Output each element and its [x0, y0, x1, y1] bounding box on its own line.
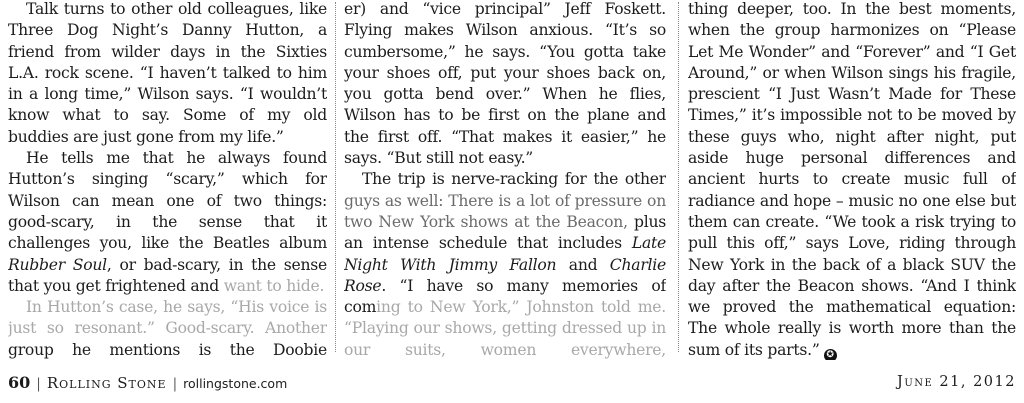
paragraph — [8, 0, 327, 148]
article-column-1 — [8, 0, 327, 360]
faded-text: guys as well: There is a lot of pressure on two New York shows at the Beacon, — [344, 191, 666, 231]
paragraph-text: group he mentions is the Doobie — [8, 340, 327, 359]
footer-separator: | — [36, 375, 41, 392]
paragraph — [8, 148, 327, 297]
page-number: 60 — [8, 372, 31, 392]
faded-text: ing to New York,” Johnston told me. “Playing our shows, getting dressed up in our suits, women everywhere, — [344, 298, 666, 359]
show-title: Charlie Rose — [344, 255, 666, 295]
paragraph-text: plus an intense schedule that includes — [344, 212, 666, 253]
paragraph — [688, 0, 1016, 360]
paragraph — [344, 0, 666, 169]
paragraph-text: He tells me that he always found Hutton’s singing “scary,” which for Wilson can mean one of two things: good-scary, in the sense that it challenges you, like the Beatles album — [8, 149, 327, 253]
article-column-2 — [344, 0, 666, 360]
footer-left — [8, 373, 287, 392]
footer-separator: | — [172, 375, 178, 392]
end-mark-icon: ✪ — [824, 349, 837, 360]
paragraph-text: and — [556, 255, 610, 274]
magazine-name: Rolling Stone — [46, 373, 167, 392]
paragraph-text: er) and “vice principal” Jeff Foskett. Flying makes Wilson anxious. “It’s so cumbersome,” he says. “You gotta take your shoes off, put your shoes back on, you gotta bend over.” When he flies, Wilson has to be first on the plane and the first off. “That makes it easier,” he says. “But still not easy.” — [344, 0, 666, 168]
column-divider — [335, 2, 336, 352]
paragraph-text: The trip is nerve-racking for the other — [362, 170, 666, 189]
issue-date: June 21, 2012 — [897, 374, 1016, 390]
show-title: Late Night With Jimmy Fallon — [344, 234, 666, 274]
magazine-url: rollingstone.com — [183, 375, 288, 391]
paragraph-text: . “I have so many memories of com — [344, 276, 666, 317]
faded-text: In Hutton’s case, he says, “His voice is just so resonant.” Good-scary. Another — [8, 298, 327, 338]
column-divider — [678, 2, 679, 352]
paragraph-text: thing deeper, too. In the best moments, when the group harmonizes on “Please Let Me Wonder” and “Forever” and “I Get Around,” or when Wilson sings his fragile, prescient “I Just Wasn’t Made for These Times,” it’s impossible not to be moved by these guys who, night after night, put aside huge personal differences and ancient hurts to create music full of radiance and hope – music no one else but them can create. “We took a risk trying to pull this off,” says Love, riding through New York in the back of a black SUV the day after the Beacon shows. “And I think we proved the mathematical equation: The whole really is worth more than the sum of its parts.” — [688, 0, 1016, 359]
paragraph-text: , or bad-scary, in the sense that you get frightened and — [8, 255, 327, 295]
page-footer — [8, 371, 1016, 393]
faded-text: want to hide. — [223, 276, 325, 295]
paragraph-text: Talk turns to other old colleagues, like Three Dog Night’s Danny Hutton, a friend from wilder days in the Sixties L.A. rock scene. “I haven’t talked to him in a long time,” Wilson says. “I wouldn’t know what to say. Some of my old buddies are just gone from my life.” — [8, 0, 327, 146]
album-title: Rubber Soul — [8, 255, 107, 274]
paragraph — [8, 297, 327, 360]
paragraph — [344, 169, 666, 360]
article-column-3 — [688, 0, 1016, 360]
